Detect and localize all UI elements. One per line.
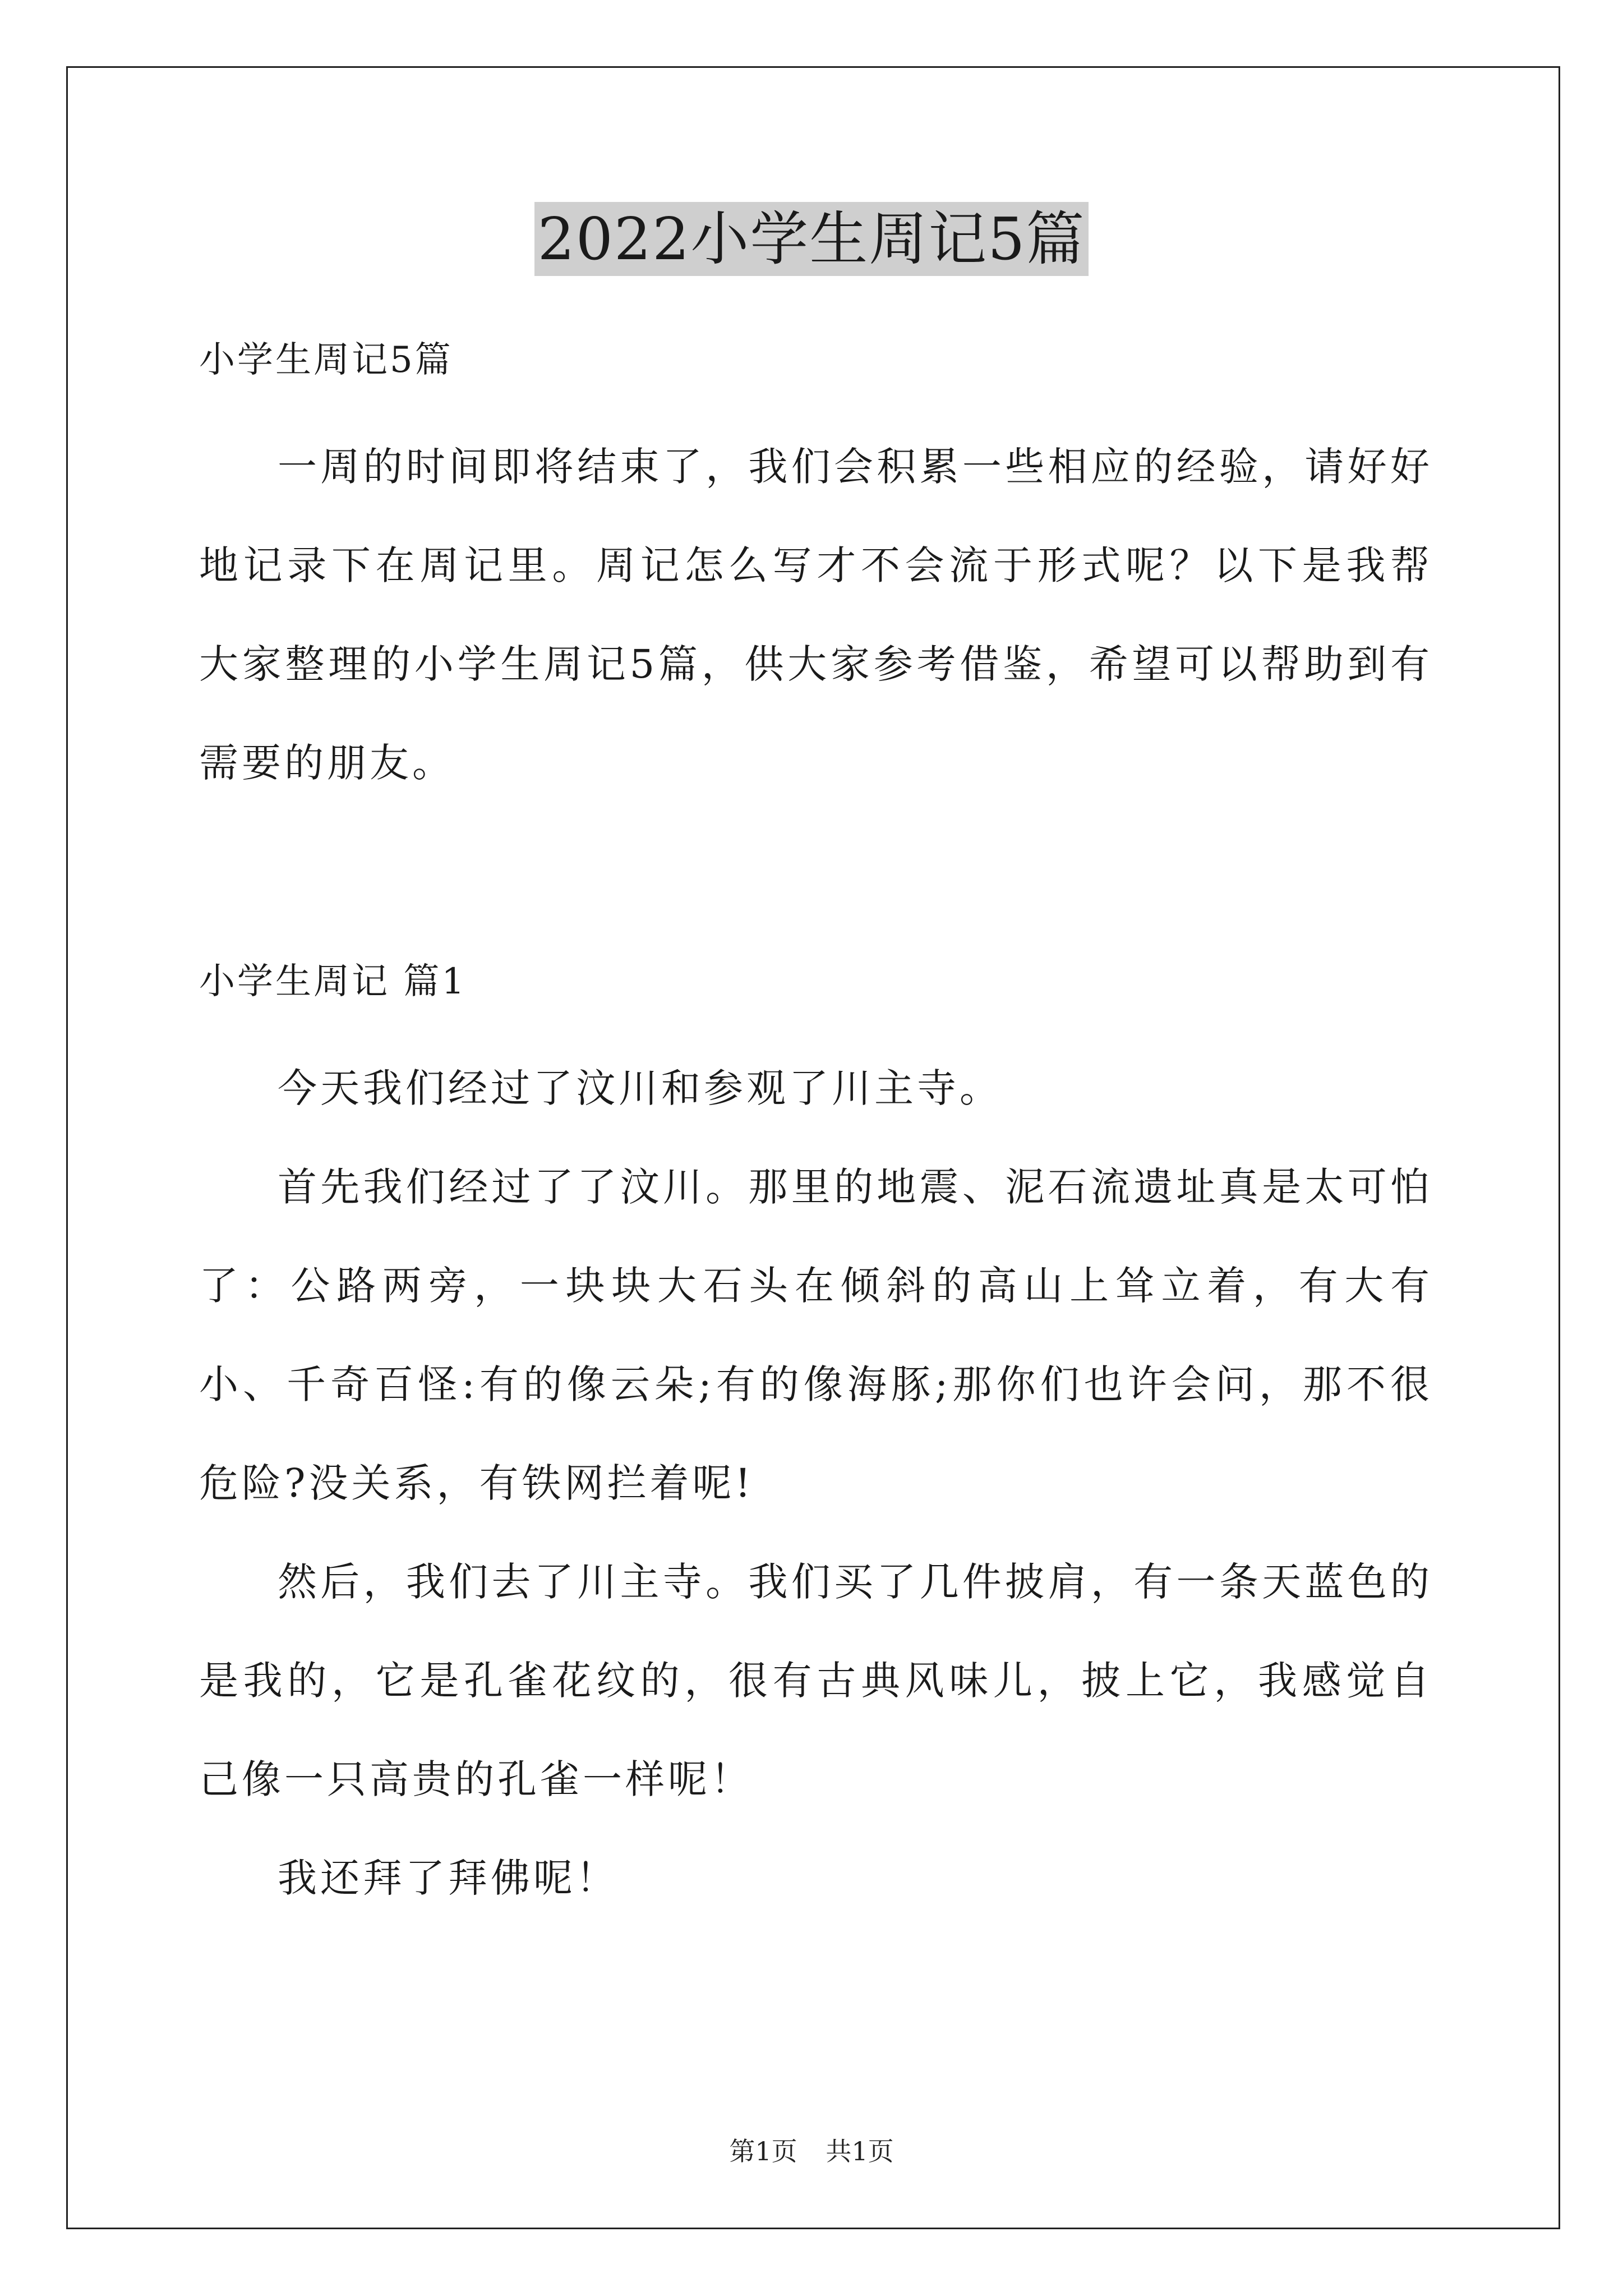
entry-heading: 小学生周记 篇1 xyxy=(199,961,467,1002)
body-paragraph: 首先我们经过了了汶川。那里的地震、泥石流遗址真是太可怕了：公路两旁，一块块大石头在倾斜的高山上耸立着，有大有小、千奇百怪:有的像云朵;有的像海豚;那你们也许会问，那不很危险?没关系，有铁网拦着呢! xyxy=(199,1164,1433,1506)
page-footer xyxy=(0,2134,1623,2168)
body-paragraph: 今天我们经过了汶川和参观了川主寺。 xyxy=(278,1065,1002,1111)
page-total: 共1页 xyxy=(826,2136,894,2166)
document-body xyxy=(199,331,1433,1927)
intro-paragraph: 一周的时间即将结束了，我们会积累一些相应的经验，请好好地记录下在周记里。周记怎么写才不会流于形式呢？以下是我帮大家整理的小学生周记5篇，供大家参考借鉴，希望可以帮助到有需要的朋友。 xyxy=(199,444,1433,786)
document-title: 2022小学生周记5篇 xyxy=(534,202,1089,276)
title-container xyxy=(0,202,1623,276)
page-number: 第1页 xyxy=(729,2136,797,2166)
body-paragraph: 我还拜了拜佛呢！ xyxy=(278,1855,619,1901)
section-heading: 小学生周记5篇 xyxy=(199,339,453,381)
body-paragraph: 然后，我们去了川主寺。我们买了几件披肩，有一条天蓝色的是我的，它是孔雀花纹的，很有古典风味儿，披上它，我感觉自己像一只高贵的孔雀一样呢！ xyxy=(199,1559,1433,1802)
